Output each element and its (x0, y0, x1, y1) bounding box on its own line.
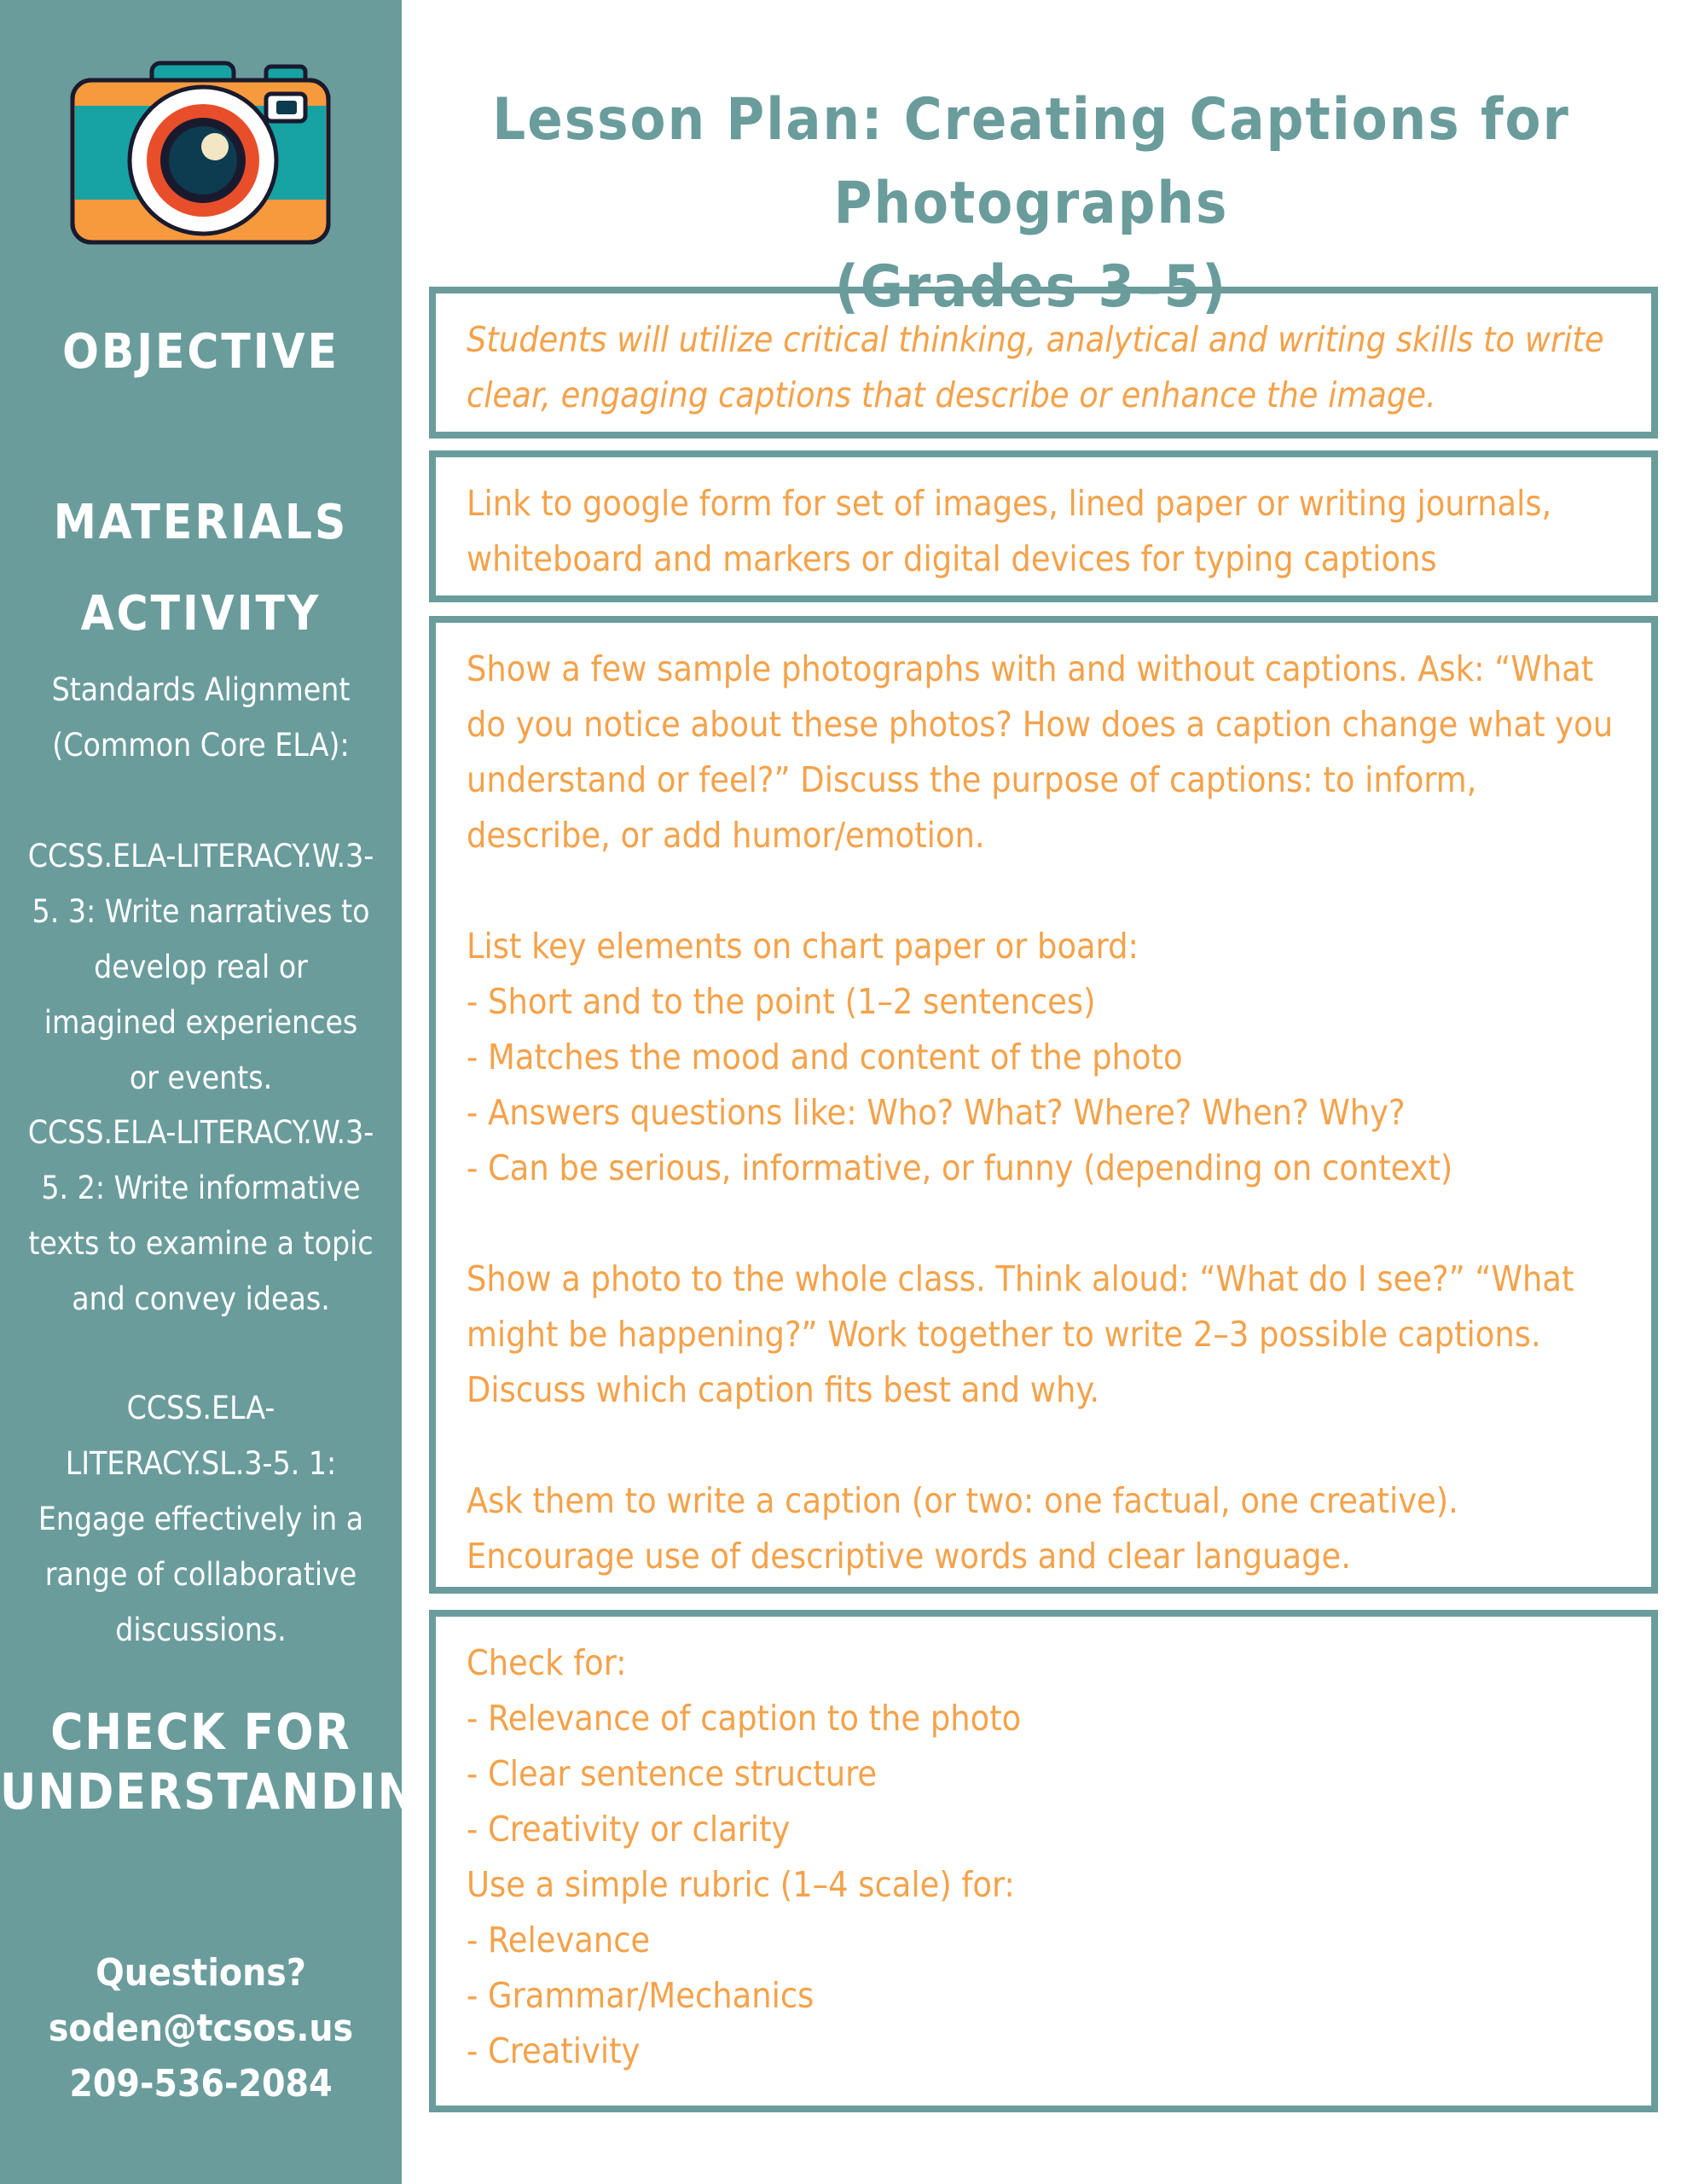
contact-phone[interactable]: 209-536-2084 (69, 2062, 333, 2106)
page-title-line2: (Grades 3–5) (834, 253, 1228, 321)
check-heading-line1: CHECK FOR (50, 1703, 351, 1761)
activity-intro: Show a few sample photographs with and without captions. Ask: “What do you notice about these photos? How does a caption change what you understand or feel?” Discuss the purpose of captions: to inform, describe, or add humor/emotion. (467, 648, 1614, 856)
materials-heading: MATERIALS (53, 495, 349, 550)
list-item: - Relevance (467, 1920, 651, 1960)
page-title-line1: Lesson Plan: Creating Captions for Photographs (492, 86, 1570, 237)
activity-heading: ACTIVITY (80, 586, 322, 642)
standard-w2: CCSS.ELA-LITERACY.W.3-5. 2: Write informative texts to examine a topic and convey ideas. (27, 1114, 374, 1317)
list-item: - Relevance of caption to the photo (467, 1698, 1022, 1739)
objective-heading: OBJECTIVE (62, 324, 339, 380)
objective-box (429, 287, 1658, 439)
list-item: - Answers questions like: Who? What? Where? When? Why? (467, 1092, 1406, 1133)
list-item: - Creativity or clarity (467, 1809, 791, 1850)
check-heading-line2: UNDERSTANDING (0, 1763, 455, 1821)
contact-email[interactable]: soden@tcsos.us (48, 2007, 354, 2050)
activity-independent: Ask them to write a caption (or two: one factual, one creative). Encourage use of descriptive words and clear language. (467, 1480, 1458, 1577)
check-intro: Check for: (467, 1642, 627, 1683)
list-item: - Grammar/Mechanics (467, 1975, 815, 2016)
list-item: - Matches the mood and content of the photo (467, 1037, 1183, 1077)
list-item: - Short and to the point (1–2 sentences) (467, 981, 1096, 1022)
standards-intro: Standards Alignment (Common Core ELA): (51, 671, 351, 764)
list-item: - Can be serious, informative, or funny (depending on context) (467, 1147, 1453, 1188)
contact-questions: Questions? (96, 1951, 306, 1995)
standard-w3: CCSS.ELA-LITERACY.W.3-5. 3: Write narratives to develop real or imagined experiences or events. (27, 838, 374, 1096)
materials-box (429, 450, 1658, 602)
materials-text: Link to google form for set of images, lined paper or writing journals, whiteboard and markers or digital devices for typing captions (467, 483, 1552, 579)
check-box (429, 1610, 1658, 2112)
list-item: - Clear sentence structure (467, 1753, 878, 1794)
check-heading (0, 1702, 455, 1821)
standard-sl1: CCSS.ELA-LITERACY.SL.3-5. 1: Engage effectively in a range of collaborative discussions. (38, 1390, 364, 1648)
activity-model: Show a photo to the whole class. Think aloud: “What do I see?” “What might be happening?” Work together to write 2–3 possible captions. Discuss which caption fits best and why. (467, 1258, 1574, 1410)
activity-box (429, 616, 1658, 1594)
sidebar (0, 0, 455, 2184)
contact-info (0, 1945, 402, 2111)
objective-text: Students will utilize critical thinking, analytical and writing skills to write clear, engaging captions that describe or enhance the image. (467, 319, 1604, 415)
rubric-intro: Use a simple rubric (1–4 scale) for: (467, 1864, 1015, 1905)
activity-list-intro: List key elements on chart paper or board: (467, 926, 1139, 967)
camera-icon (68, 58, 333, 247)
list-item: - Creativity (467, 2030, 641, 2071)
